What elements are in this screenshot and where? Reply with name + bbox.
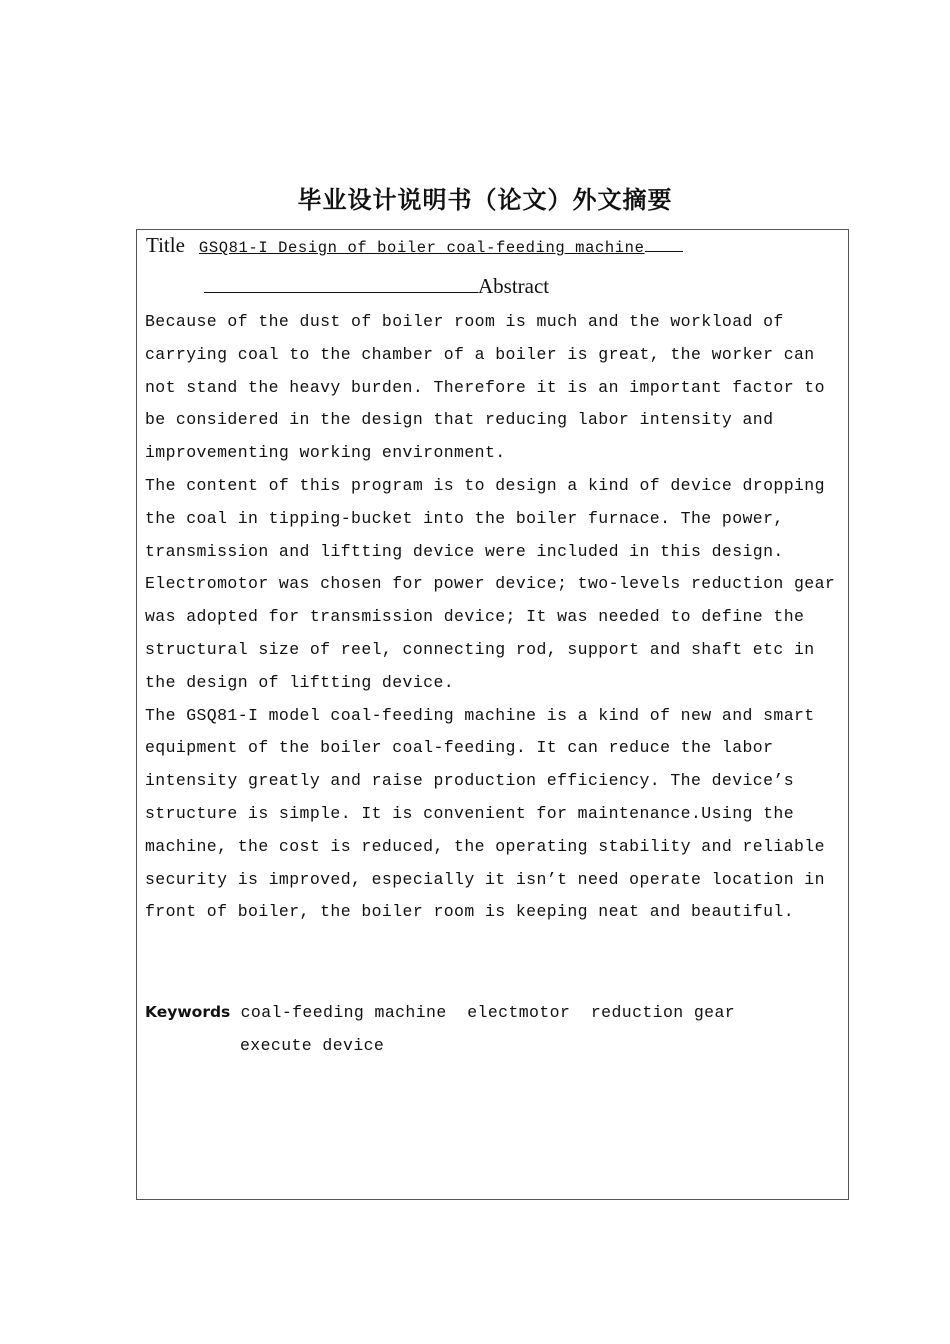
keywords-text-continued: execute device (240, 1035, 385, 1055)
abstract-line: security is improved, especially it isn’t need operate location in (145, 869, 825, 889)
abstract-line: improvementing working environment. (145, 443, 506, 463)
abstract-line: Because of the dust of boiler room is much and the workload of (145, 312, 784, 331)
keywords-text: coal-feeding machine electmotor reduction gear (240, 1003, 736, 1022)
page-title: 毕业设计说明书（论文）外文摘要 (297, 186, 673, 214)
abstract-line: The content of this program is to design a kind of device dropping (145, 475, 825, 495)
abstract-line: was adopted for transmission device; It was needed to define the (145, 607, 805, 627)
keywords-section (145, 996, 845, 1063)
abstract-underline (204, 272, 478, 293)
title-underline-pad (645, 237, 683, 252)
abstract-line: transmission and liftting device were included in this design. (145, 541, 784, 561)
keywords-line-2 (145, 1030, 845, 1063)
abstract-line: the coal in tipping-bucket into the boiler furnace. The power, (145, 508, 784, 528)
abstract-line: structure is simple. It is convenient for maintenance.Using the (145, 803, 795, 823)
keywords-line-1 (145, 996, 845, 1030)
abstract-line: structural size of reel, connecting rod, support and shaft etc in (145, 639, 815, 659)
abstract-line: the design of liftting device. (145, 672, 455, 692)
abstract-line: not stand the heavy burden. Therefore it is an important factor to (145, 377, 825, 397)
title-text: GSQ81-I Design of boiler coal-feeding machine (198, 239, 645, 257)
abstract-body (145, 306, 845, 929)
abstract-form-box (136, 229, 849, 1200)
title-label: Title (146, 233, 185, 257)
title-value (199, 237, 683, 257)
abstract-line: machine, the cost is reduced, the operating stability and reliable (145, 836, 825, 856)
abstract-line: be considered in the design that reducing labor intensity and (145, 410, 774, 430)
title-row (146, 233, 683, 261)
abstract-label: Abstract (478, 274, 550, 298)
abstract-row (204, 272, 549, 299)
abstract-line: equipment of the boiler coal-feeding. It can reduce the labor (145, 738, 774, 758)
abstract-line: intensity greatly and raise production efficiency. The device’s (145, 771, 795, 791)
abstract-line: carrying coal to the chamber of a boiler is great, the worker can (145, 344, 815, 364)
abstract-line: The GSQ81-I model coal-feeding machine is a kind of new and smart (145, 705, 815, 725)
keywords-label: Keywords (145, 1003, 231, 1021)
abstract-line: Electromotor was chosen for power device; two-levels reduction gear (145, 574, 836, 594)
abstract-line: front of boiler, the boiler room is keeping neat and beautiful. (145, 902, 795, 922)
